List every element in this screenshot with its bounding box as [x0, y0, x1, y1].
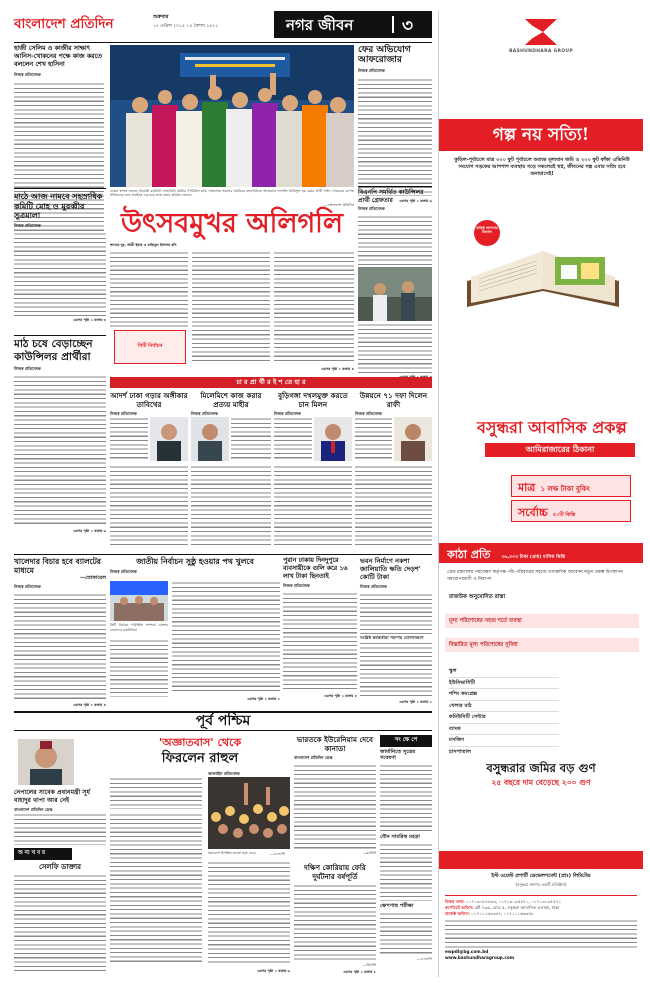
byline: নিজস্ব প্রতিবেদক [274, 411, 301, 416]
news-in-brief [380, 735, 432, 978]
body-text [355, 417, 392, 461]
east-west-header [14, 711, 432, 731]
headline[interactable]: উৎসবমুখর অলিগলি [120, 208, 344, 239]
candidate-photo [150, 417, 188, 461]
company-sub: (বসুন্ধরা গ্রুপের একটি প্রতিষ্ঠান) [515, 882, 567, 887]
body-text-2 [172, 581, 280, 693]
body-text-2 [360, 646, 432, 698]
city-election-logo [114, 330, 186, 364]
rule [14, 554, 432, 555]
body-text [358, 215, 432, 265]
byline: নিজস্ব প্রতিবেদক [110, 569, 137, 574]
manifesto-tabith [110, 391, 188, 551]
project-address: আমিরাজারের ঠিকানা [525, 445, 595, 454]
ad-headline-band [439, 119, 643, 151]
body-text [274, 417, 312, 461]
brand-name: BASHUNDHARA GROUP [509, 49, 573, 54]
brief-body-1 [380, 764, 432, 832]
headline-line1[interactable]: 'অজ্ঞাতবাস' থেকে [158, 736, 242, 749]
price-box-1 [511, 475, 631, 497]
rule [14, 188, 106, 189]
photo-credit: —এএফপি [270, 852, 286, 856]
credit: —বিবিসি [362, 963, 376, 967]
rule [14, 335, 106, 336]
story-committee [14, 192, 106, 332]
story-ferry [294, 863, 376, 978]
headline[interactable]: দক্ষিণ কোরিয়ায় ফেরি দুর্ঘটনার বর্ষপূর্তি [304, 863, 366, 881]
photo-caption: সমাবেশে উপস্থিত জনতা হাত নেড়ে [208, 851, 256, 855]
body-text [14, 593, 106, 701]
continued-note: এরপর পৃষ্ঠা ২ কলাম ৬ [257, 969, 290, 973]
candidate-photo [314, 417, 352, 461]
continued-note: এরপর পৃষ্ঠা ২ কলাম ৬ [399, 198, 432, 203]
manifesto-milon [274, 391, 352, 551]
sub-head: সংশ্লিষ্ট কর্মকর্তারা পরস্পর যোগসাজশে [360, 633, 432, 644]
byline: নিজস্ব প্রতিবেদক [14, 72, 41, 77]
story-rahul [110, 735, 290, 977]
body-text [14, 813, 106, 845]
feature-3-band [445, 638, 639, 652]
story-tofail [14, 557, 106, 707]
brief-label: সং ক্ষে পে [380, 735, 432, 747]
body-text-3 [208, 861, 290, 965]
byline: নিজস্ব প্রতিবেদক [360, 583, 387, 589]
story-robbery [283, 557, 357, 707]
katha-value: ৩৬,৩৩৩ টাকা (প্রায়) মাসিক কিস্তি [501, 555, 566, 560]
body-text-2 [355, 465, 432, 547]
headline[interactable]: সেলফি ডাক্তার [38, 862, 82, 871]
amenity: মসজিদ [449, 735, 559, 747]
contact-label: প্রজেক্ট অফিস: [445, 911, 470, 916]
section-divider [392, 16, 394, 33]
byline: অনলাইন প্রতিবেদক [208, 771, 240, 776]
headline-line2[interactable]: ফিরলেন রাহুল [161, 751, 239, 766]
ad-lead: কুড়িল-পূর্বাচলে মাত্র ৩০০ ফুট পূর্বাচলে অত্যন্ত মূল্যবান জমি ও ২০০ ফুট ফাঁকা এভিনিউ সংযোগ সড়কের আশপাশ ব্যবস্থায় গড়ে সকলেরই স্বপ্ন, জীবনের গল্প এবার সত্যি হবে অনায়াসেই! [454, 157, 630, 178]
headline[interactable]: মাঠ চষে বেড়াচ্ছেন কাউন্সিলর প্রার্থীরা [14, 338, 93, 363]
amenity: স্কুল [449, 666, 559, 678]
body-text [14, 874, 106, 974]
page-number: ৩ [402, 16, 414, 36]
masthead [14, 11, 432, 41]
byline: নিজস্ব প্রতিবেদক [358, 206, 385, 211]
headline[interactable]: আফরোজার [358, 55, 402, 66]
continued-note: এরপর পৃষ্ঠা ২ কলাম ৬ [73, 529, 106, 533]
continued-note: এরপর পৃষ্ঠা ২ কলাম ৮ [343, 970, 376, 974]
body-text [110, 417, 148, 461]
body-text [294, 884, 376, 962]
website-link[interactable]: www.bashundharagroup.com [445, 955, 515, 960]
continued-note: এরপর পৃষ্ঠা ২ কলাম ২ [247, 697, 280, 701]
headline[interactable]: বিএনপি সমর্থিত কাউন্সিলর প্রার্থী গ্রেফতার [358, 189, 424, 204]
continued-note: এরপর পৃষ্ঠা ২ কলাম ৪ [324, 694, 357, 698]
other-news [14, 848, 106, 976]
byline: নিজস্ব প্রতিবেদক [14, 222, 41, 228]
brief-headline-2[interactable]: যৌন সামরিক মহড়া [380, 833, 420, 840]
manifesto-banner [110, 377, 432, 388]
body-text-2 [358, 323, 432, 373]
headline[interactable]: বুড়িগঙ্গা দখলমুক্ত করতে চান মিলন [278, 391, 348, 409]
byline: নিজস্ব প্রতিবেদক [283, 583, 310, 588]
rahul-photo [208, 777, 290, 849]
byline: নিজস্ব প্রতিবেদক [358, 67, 385, 73]
body-text [110, 777, 202, 809]
arrest-photo [358, 267, 432, 321]
byline: নিজস্ব প্রতিবেদক [110, 411, 137, 416]
project-address-band [485, 443, 635, 457]
byline: নিজস্ব প্রতিবেদক [14, 366, 41, 371]
project-name: বসুন্ধরা আবাসিক প্রকল্প [477, 418, 627, 437]
headline[interactable]: খালেদার বিচার হবে ব্যালটের মাধ্যমে [14, 557, 101, 575]
body-text [358, 78, 432, 196]
headline[interactable]: জাতীয় নির্বাচন সুষ্ঠু হওয়ার পথ খুলবে [136, 557, 254, 566]
headline[interactable]: মিলেমিশে কাজ করার প্রত্যয় মাহীর [200, 391, 262, 409]
contact-value[interactable]: ০১৭১৩০৮৪৮৬৩, ০১৭১৩০৯৫৪৭০, ০১৭১৩০৯৫৪৭১ [466, 899, 562, 904]
byline: নিজস্ব প্রতিবেদক [191, 411, 218, 416]
amenity: খেলার মাঠ [449, 701, 559, 713]
continued-note: এরপর পৃষ্ঠা ২ কলাম ৩ [73, 317, 106, 322]
continued-note: এরপর পৃষ্ঠা ২ কলাম ৪ [73, 703, 106, 707]
credit: —এএফপি [416, 956, 432, 961]
brief-headline-1[interactable]: জার্মানিতে সূত্রের গবেষণা [380, 749, 416, 761]
caption-text: ঢাকায় স্বাগত জানান আরাত্রী রায়চিনী সোহাবিনী মৌমীর গণমিছিল ছবি: সাতাশেক সকলার সমর্থনের মহানগরীতে আজকাল দলপতি আনিসুল হক মেয়র প্রার্থী সাঈদ খোকনের ব্যাপক সম্মিলনের জন্য সবাইকে এক হয়ে কাজ করার আহ্বান জানান [110, 189, 354, 198]
contact-value: প্লট ৭৩৬, রোড ৫, বসুন্ধরা আবাসিক এলাকা, ঢাকা [475, 905, 560, 910]
body-text-col1 [110, 251, 188, 327]
headline[interactable]: মাঠে আজ নামবে সহস্রাধিক কমিটি মোহ ও মুরব্বীর সুত্রমালা [14, 191, 103, 220]
contact-row-3 [445, 911, 637, 917]
max-label: সর্বোচ্চ [518, 506, 548, 519]
contact-row-5 [445, 955, 637, 961]
candidate-photo [191, 417, 229, 461]
byline: নিজস্ব প্রতিবেদক [355, 411, 382, 416]
amenity: ইউনিভার্সিটি [449, 678, 559, 690]
byline: নিজস্ব প্রতিবেদক [14, 584, 41, 589]
paper-name[interactable]: বাংলাদেশ প্রতিদিন [14, 16, 114, 32]
manifesto-mahi [191, 391, 271, 551]
photo-caption: সিটি নির্বাচন পরিস্থিতি সম্পর্কে ডাক্তার নেতাদের মতবিনিময় [110, 623, 168, 632]
byline: বাংলাদেশ প্রতিদিন ডেস্ক [294, 755, 333, 760]
headline[interactable]: ভবন নির্মাণে নকশা জালিয়াতি ক্ষতি দেড়শ' কোটি টাকা [360, 557, 421, 582]
body-text [360, 593, 432, 631]
issue-date: ১৭ এপ্রিল ২০১৫ । ৪ বৈশাখ ১৪২২ [153, 24, 219, 29]
story-arrest [358, 189, 432, 389]
company-name: ইস্ট ওয়েস্ট প্রপার্টি ডেভেলপমেন্ট (প্রাঃ) লিমিটেড [491, 873, 591, 879]
manifesto-rafi [355, 391, 432, 551]
brief-body-2 [380, 843, 432, 901]
feature-2: মূল্য পরিশোধের সহজ শর্তে ব্যবস্থা [449, 618, 522, 624]
company-band [439, 851, 643, 869]
rule [358, 186, 432, 187]
brief-body-3 [380, 912, 432, 956]
body-text [14, 375, 106, 527]
body-text [14, 232, 106, 316]
east-west-title[interactable]: পূর্ব পশ্চিম [195, 713, 251, 729]
page-section-box [274, 11, 432, 38]
story-festive [110, 208, 354, 388]
meeting-photo [110, 581, 168, 621]
photo-credit: —বাংলাদেশ প্রতিদিন [324, 203, 354, 207]
book-illustration [447, 211, 639, 321]
headline[interactable]: ভারতকে ইউরেনিয়াম দেবে কানাডা [296, 735, 374, 753]
story-nepal [14, 735, 106, 845]
headline[interactable]: হাজী সেলিম ও কাজীর সাক্ষাৎ আনিস-খোকনের পক্ষে কাজ করতে বললেন শেখ হাসিনা [14, 45, 102, 68]
story-building-fraud [360, 557, 432, 707]
feature-3: বিস্তারিত মূল্য পরিশোধের সুবিধা [449, 642, 518, 648]
amenity: ব্যাংক [449, 724, 559, 736]
byline: সাবেক দুর, আমী ইমাম ও রাকিবুল ইসলাম রনি [110, 243, 177, 247]
body-text-2 [191, 465, 271, 547]
feature-2-band [445, 614, 639, 628]
story-uranium [294, 735, 376, 860]
ad-description: গ্রেড মন্ত্রণালয় পর্যবেক্ষণ কর্তৃপক্ষ পাঁচ পরিবারের সহজে তাৎক্ষণিক আবেদন নতুন প্রকল্প উপস্থাপন সময়োপযোগী ও নিরাপদ [447, 570, 623, 582]
masthead-rule [14, 42, 432, 43]
continued-note: এরপর পৃষ্ঠা ২ কলাম ৪ [321, 367, 354, 371]
contact-fine-print [445, 919, 637, 949]
candidate-photo [394, 417, 432, 461]
claim-2: ২৫ বছরে দাম বেড়েছে ২০০ গুণ [491, 778, 591, 787]
body-text [110, 639, 168, 697]
headline[interactable]: নেপালের সাবেক প্রধানমন্ত্রী সূর্য বাহাদুর থাপা আর নেই [14, 789, 91, 804]
brief-headline-3[interactable]: ক্ষেপণাস্ত্র পরীক্ষা [380, 902, 414, 909]
brand-logo [479, 17, 603, 57]
max-value: ৫০টি কিস্তি [552, 512, 576, 518]
headline[interactable]: উন্নয়নে ৭১ দফা দিলেন রাফী [359, 391, 428, 409]
thapa-photo [18, 739, 74, 785]
contact-block [445, 895, 637, 973]
amenity: কমিউনিটি সেন্টার [449, 712, 559, 724]
book-badge: বাড়িই আপনার ঠিকানা [476, 226, 498, 235]
other-news-label: অ ন্য খ ব র [14, 848, 72, 860]
price-box-2 [511, 500, 631, 522]
body-text-col3 [274, 251, 354, 363]
contact-value[interactable]: ০১৭১১১৬৬৩৪৭, ০১৭১১১৬৬৩৪৮ [471, 911, 534, 916]
story-national-election [110, 557, 280, 707]
body-text-2 [110, 813, 202, 963]
body-text [231, 417, 271, 461]
headline[interactable]: আদর্শ ঢাকা গড়ার অঙ্গীকার তাবিথের [110, 391, 188, 409]
rally-photo [110, 45, 354, 187]
claim-1: বসুন্ধরার জমির বড় গুণ [486, 761, 596, 775]
contact-label: কর্পোরেট অফিস: [445, 905, 474, 910]
feature-1: রাজউক অনুমোদিত রাস্তা [449, 594, 506, 600]
ad-headline: গল্প নয় সত্যি! [492, 125, 590, 145]
amenity: শপিং কমপ্লেক্স [449, 689, 559, 701]
headline[interactable]: পুরান ঢাকায় দিনদুপুরে ব্যবসায়ীকে গুলি করে ১৬ লাখ টাকা ছিনতাই [283, 557, 348, 580]
issue-day: শুক্রবার [153, 14, 169, 20]
credit: —রয়টার্স [362, 851, 376, 855]
per-katha-band [439, 543, 643, 563]
continued-note: এরপর পৃষ্ঠা ২ কলাম ২ [399, 699, 432, 704]
kicker: ফের অভিযোগ [358, 45, 411, 55]
manifesto-label: চা র প্রা র্থী র ই শ তে হা র [236, 378, 306, 386]
price-label: মাত্র [518, 481, 536, 494]
byline: বাংলাদেশ প্রতিদিন ডেস্ক [14, 807, 53, 812]
body-text-2 [274, 465, 352, 547]
amenity: হাসপাতাল [449, 748, 471, 755]
amenities-list [449, 666, 559, 757]
body-text [283, 592, 357, 692]
city-election-label: সিটি নির্বাচন [137, 343, 163, 349]
contact-label: বিক্রয় তথ্য: [445, 899, 465, 904]
body-text-2 [110, 465, 188, 547]
section-title: নগর জীবন [286, 16, 354, 34]
story-councillors [14, 338, 106, 548]
body-text [294, 764, 376, 850]
price-value: ১ লক্ষ টাকা বুকিং [540, 485, 590, 493]
bashundhara-ad[interactable] [438, 11, 642, 977]
email-link[interactable]: ewpdl@bg.com.bd [445, 949, 489, 954]
photo-caption [110, 189, 354, 207]
attribution: —তোফায়েল [79, 575, 106, 581]
body-text-col2 [192, 251, 270, 363]
katha-label: কাঠা প্রতি [447, 548, 491, 561]
